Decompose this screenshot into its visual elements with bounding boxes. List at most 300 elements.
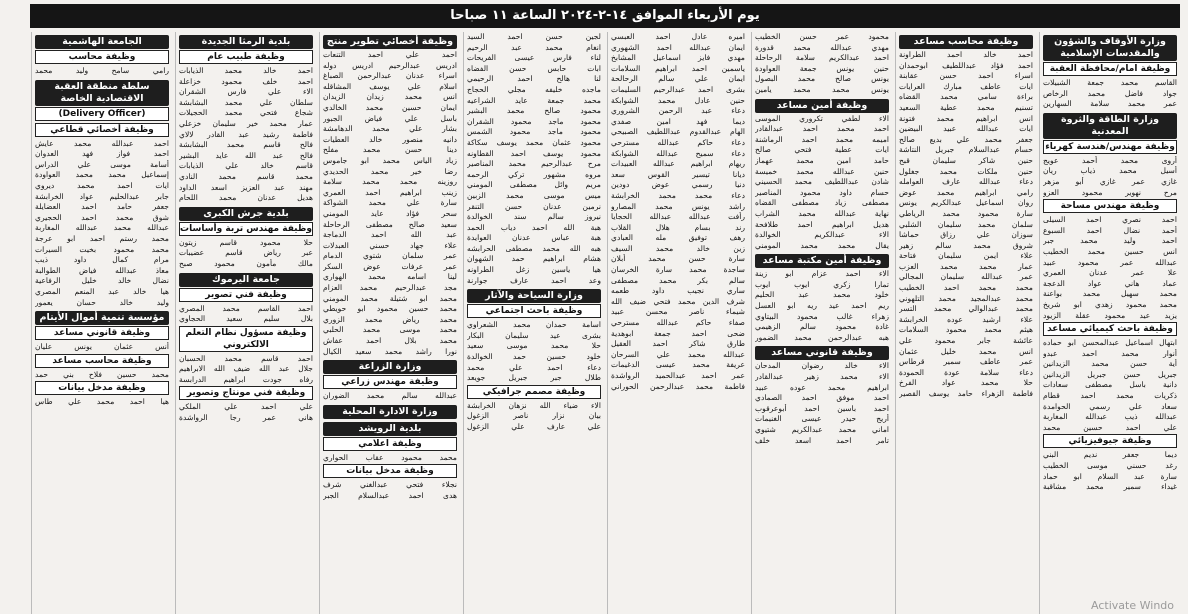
candidate-name: زهراء غالب محمود البيتاوي: [755, 311, 889, 321]
candidate-name: سارة علي محمد الشواكة: [323, 198, 457, 208]
candidate-name: نضال خالد خليل الرفاعية: [35, 276, 169, 286]
candidate-name: شادن عبداللطيف محمد الحسيني: [755, 177, 889, 187]
candidate-name: محمود يوسف احمد القطاونه: [467, 148, 601, 158]
candidate-name: حنين ملكات محمد جغلول: [899, 166, 1033, 176]
section-header: وزارة السياحة والآثار: [467, 289, 601, 303]
candidate-name: انغام محمد عبد الرحيم: [467, 42, 601, 52]
candidate-name: فاطمة الزهراء حامد يوسف القصير: [899, 389, 1033, 398]
candidate-name: رضا خير محمد الحديدي: [323, 166, 457, 176]
candidate-name: عبدالله محمد عبدالله المغاربة: [35, 223, 169, 233]
candidate-name: ايات عبدالله عبيد البيضين: [899, 124, 1033, 134]
candidate-name: ريم احمد عيد ريه ابو العسل: [755, 301, 889, 311]
candidate-name: حلا محمود قاسم زيتون: [179, 237, 313, 247]
candidate-name: يونس صالح محمد البصول: [755, 74, 889, 84]
candidate-name: علي احمد علي الملكي: [179, 402, 313, 412]
candidate-name: حسام داود محمود المناصير: [755, 187, 889, 197]
candidate-name: محمد رستم احمد ابو عرجة: [35, 233, 169, 243]
column-8: [31, 32, 172, 614]
candidate-name: شرف الدين محمد فتحي ضيف الله: [611, 296, 745, 306]
candidate-name: ادريس عبدالرحيم ادريس دوله: [323, 60, 457, 70]
candidate-name: الاء احمد عزام ابو زينة: [755, 269, 889, 279]
candidate-name: مهند عبد العزيز اسعد الداود: [179, 182, 313, 192]
names-list: [755, 114, 889, 252]
candidate-name: الهام عبدالقدوم عبداللطيف الصبيحي: [611, 127, 745, 137]
candidate-name: محمد محمد احمد الخطيب: [899, 283, 1033, 293]
job-title: وظيفة طبيب عام: [179, 50, 313, 64]
candidate-name: ضحى احمد جمعة ابوهدية: [611, 328, 745, 338]
candidate-name: محمود ماجد محمود الشمس: [467, 127, 601, 137]
candidate-name: زياد الياس محمد ابو جاموس: [323, 155, 457, 165]
candidate-name: عمر محمد سلامة السهارين: [1043, 99, 1177, 109]
candidate-name: دعاء سلامة عودة الحمودة: [899, 367, 1033, 377]
section-header: وزارة الادارة المحلية: [323, 405, 457, 419]
candidate-name: دعاء حاكم عبدالله مسترحي: [611, 137, 745, 147]
candidate-name: هديل عدنان محمد اللحام: [179, 193, 313, 203]
candidate-name: عبدالله سالم محمد الضوران: [323, 391, 457, 401]
candidate-name: احمد وليد محمد جبر: [1043, 236, 1177, 246]
candidate-name: ديما جعفر نديم البني: [1043, 450, 1177, 460]
column-3: [751, 32, 892, 614]
job-title: وظيفة أخصائي قطاعي: [35, 123, 169, 137]
candidate-name: جعفر محمد علي بديع صالح: [899, 134, 1033, 144]
candidate-name: ياسمين احمد ابراهيم السلامات: [611, 63, 745, 73]
candidate-name: عبدالله محمد علي السرحان: [611, 349, 745, 359]
candidate-name: محمد بلال احمد عفاش: [323, 336, 457, 346]
candidate-name: مهدي فايز اسماعيل المشابخ: [611, 53, 745, 63]
candidate-name: هبه عبدالرحمن محمد الضمور: [755, 332, 889, 342]
candidate-name: عمار محمد محمد العزب: [899, 261, 1033, 271]
candidate-name: سعيد صالح مصطفى الرحاحلة: [323, 219, 457, 229]
job-title: وظيفة مهندس تربة وأساسات: [180, 223, 312, 234]
job-title: وظيفة مهندس/هندسة كهرباء: [1043, 140, 1177, 154]
candidate-name: غيداء سمير محمد مشاقبة: [1043, 482, 1177, 492]
names-list: [35, 66, 169, 77]
candidate-name: حسام عبدالسلام جبريل النتاشة: [899, 145, 1033, 155]
candidate-name: خلود محمد عبد الحليم: [755, 290, 889, 300]
candidate-name: يزيد عيد محمود عقلة الزيود: [1043, 310, 1177, 320]
candidate-name: رفاه جودت ابراهيم الدرابسة: [179, 374, 313, 384]
candidate-name: طلال جبر جبريل جويعد: [467, 373, 601, 383]
candidate-name: دعاء محمد محمد الخرابشة: [611, 190, 745, 200]
candidate-name: احمد عبدالله محمد عايش: [35, 138, 169, 148]
candidate-name: راشد يونس محمد المصارو: [611, 201, 745, 211]
candidate-name: رهف توفيق مله العبادي: [611, 233, 745, 243]
candidate-name: الاء خالد رضوان المدحان: [755, 361, 889, 371]
candidate-name: القاسم محمد جمعة الشبيلات: [1043, 78, 1177, 87]
candidate-name: عريفة محمد عيسى الدغيمات: [611, 360, 745, 370]
candidate-name: ايمان عبدالله احمد الشهوري: [611, 42, 745, 52]
candidate-name: محمد محمود عقاب الحواري: [323, 452, 457, 462]
candidate-name: مرح عبدالرحيم محمد المناصير: [467, 159, 601, 169]
candidate-name: مصطفى زياد مصطفى القضاه: [755, 198, 889, 208]
candidate-name: عمر احمد عبدالحميد الرواشدة: [611, 371, 745, 380]
job-title: وظيفة مسؤول نظام التعلم الالكتروني: [179, 326, 313, 352]
candidate-name: عبد الله احمد الدماجة: [323, 230, 457, 240]
candidate-name: انس حسين محمد الخطيب: [1043, 246, 1177, 256]
announcement-columns: [30, 32, 1180, 614]
candidate-name: دانيه منصور خالد العطيات: [323, 134, 457, 144]
candidate-name: علاء ايمن سليمان فتاحة: [899, 251, 1033, 261]
candidate-name: زين خالد محمد السيف: [611, 243, 745, 253]
job-title: وظيفة مهندس مساحة: [1043, 199, 1177, 213]
candidate-name: ابات حابس حسن الفضاه: [467, 63, 601, 73]
candidate-name: احمد فواز فهد العدوان: [35, 149, 169, 159]
candidate-name: سحر فؤاد عايد المومني: [323, 208, 457, 218]
section-header: بلدية جرش الكبرى: [179, 207, 313, 221]
candidate-name: احمد علي احمد التنعات: [323, 50, 457, 59]
candidate-name: محمد رياض محمد الزوري: [323, 314, 457, 324]
column-4: [607, 32, 748, 614]
candidate-name: بلال سليم سعيد الحجاوي: [179, 314, 313, 324]
candidate-name: اسراء احمد حسن عقابنة: [899, 71, 1033, 81]
column-6: [319, 32, 460, 614]
section-header: بلدية الرمثا الجديدة: [179, 35, 313, 49]
candidate-name: حلا محمد عواد الفرخ: [899, 378, 1033, 388]
candidate-name: سارة محمود محمد الرياطي: [899, 208, 1033, 218]
candidate-name: شيماء ناصر محسن عبيد: [611, 307, 745, 317]
candidate-name: علاء جهاد حسني العبدلات: [323, 240, 457, 250]
candidate-name: أريج حيدر عيسى الغنيمات: [755, 414, 889, 424]
candidate-name: أسامة موسى علي الدراس: [35, 159, 169, 169]
candidate-name: نجلاء فتحي عبدالغني شرف: [323, 480, 457, 490]
candidate-name: علاء ارشيد عوده الخرابشة: [899, 314, 1033, 324]
section-header: وظيفة قانوني مساعد: [755, 346, 889, 360]
candidate-name: جابر عبدالحليم عواد الخرابشة: [35, 191, 169, 201]
candidate-name: احمد باسين احمد أبوعرقوب: [755, 403, 889, 413]
section-header: جامعة اليرموك: [179, 273, 313, 287]
candidate-name: تامر احمد اسعد خلف: [755, 435, 889, 445]
candidate-name: ماجده خليفه مجلي الحجاج: [467, 84, 601, 94]
job-title: وظيفة قانوني مساعد: [35, 326, 169, 340]
candidate-name: هيا ياسين زغل الطراونه: [467, 265, 601, 275]
candidate-name: مروه مشهور تركي الرحمه: [467, 169, 601, 179]
candidate-name: الاء ضياء الله نزهان الخرابشة: [467, 400, 601, 410]
candidate-name: رأفت عبدالله عبدالله الحجايا: [611, 212, 745, 222]
candidate-name: يقال محمد محمد المومني: [755, 240, 889, 250]
names-list: [1043, 215, 1177, 321]
candidate-name: سارة عبد السلام ابو حماد: [1043, 471, 1177, 481]
names-list: [611, 32, 745, 392]
candidate-name: دعاء عبدالله عارف العوامله: [899, 177, 1033, 187]
candidate-name: عبدالله ذيب عبدالله المغاربة: [1043, 412, 1177, 422]
activation-watermark: Activate Windo: [1091, 599, 1174, 612]
candidate-name: جلال عبد الله ضيف الله الابراهيم: [179, 364, 313, 374]
candidate-name: احمد موفق احمد الصمادي: [755, 393, 889, 403]
candidate-name: احمد خالد احمد الطراونة: [899, 50, 1033, 59]
names-list: [35, 370, 169, 381]
candidate-name: لنا هالح احمد الرحيمي: [467, 74, 601, 84]
candidate-name: فاطمة رشيد عبد القادر لالاي: [179, 129, 313, 139]
job-title: وظيفة مهندس زراعي: [323, 375, 457, 389]
candidate-name: محمود عمر حسن الخطيب: [755, 32, 889, 41]
section-header: مؤسسة تنمية أموال الأيتام: [35, 311, 169, 325]
candidate-name: شوق محمد احمد الحجيري: [35, 212, 169, 222]
candidate-name: مرام كمال داود ذيب: [35, 255, 169, 265]
candidate-name: خلود حسين حمد الخوالدة: [467, 352, 601, 362]
candidate-name: سوزان علي رزاق حماشا: [899, 230, 1033, 240]
candidate-name: دعاء احمد علي محمد: [467, 362, 601, 372]
candidate-name: مرح نهوير محمود العزو: [1043, 187, 1177, 197]
candidate-name: اميره عادل احمد العبسي: [611, 32, 745, 41]
candidate-name: علا عمر عدنان العمري: [1043, 268, 1177, 278]
candidate-name: صفاء حاكم عبدالله مسترحي: [611, 318, 745, 328]
candidate-name: اسلام علي يوسف المشاقله: [323, 81, 457, 91]
candidate-name: اميمه محمد احمد الرماشنة: [755, 134, 889, 144]
candidate-name: وليد خالد حسان يعمور: [35, 297, 169, 307]
candidate-name: رامي سامح وليد محمد: [35, 66, 169, 75]
candidate-name: أحمد نضال احمد السبوع: [1043, 225, 1177, 235]
candidate-name: هاني عمر رجا الرواشدة: [179, 413, 313, 423]
candidate-name: محمود ماجد محمود الشقران: [467, 116, 601, 126]
candidate-name: ايات عاطف مبارك العرايات: [899, 81, 1033, 91]
candidate-name: محمد ابو شتيلة محمد المومني: [323, 293, 457, 303]
candidate-name: ابتهال اسماعيل عبدالمحسن ابو حماده: [1043, 338, 1177, 348]
names-list: [1043, 78, 1177, 110]
names-list: [323, 453, 457, 464]
candidate-name: أية حسن محمد الزيدانين: [1043, 359, 1177, 369]
candidate-name: بشرى احمد عبدالرحيم السليمات: [611, 84, 745, 94]
candidate-name: هيا احمد محمد علي طاس: [35, 397, 169, 407]
section-header: وزارة الطاقة والثروة المعدنية: [1043, 113, 1177, 139]
candidate-name: هديل ابراهيم احمد طلافحة: [755, 219, 889, 229]
candidate-name: ذكريات محمد احمد قطام: [1043, 391, 1177, 401]
candidate-name: روزينه محمد محمد سلامة: [323, 177, 457, 187]
job-title: وظيفة فني تصوير: [179, 288, 313, 302]
candidate-name: الاء علي فارس الشقران: [179, 87, 313, 97]
candidate-name: عماد هاني عواد الدعجة: [1043, 278, 1177, 288]
candidate-name: لناء فارس عيسى الفريحات: [467, 53, 601, 63]
candidate-name: براءة سامي محمد القضاه: [899, 92, 1033, 102]
candidate-name: ريهام ابراهيم عبدالله العبيدات: [611, 159, 745, 169]
candidate-name: سلطان علي محمد البشابشة: [179, 97, 313, 107]
names-list: [1043, 338, 1177, 433]
candidate-name: بشرى عيد سليمان البكار: [467, 330, 601, 340]
job-title: وظيفة امام/محافظة العقبة: [1043, 62, 1177, 76]
candidate-name: الاء محمد زهير عبدالقادر: [755, 372, 889, 382]
candidate-name: حلا محمد موسى سعيد: [467, 341, 601, 351]
candidate-name: محمود صالح محمد البشير: [467, 106, 601, 116]
names-list: [179, 238, 313, 270]
candidate-name: الاء لطفي تكروري الموسى: [755, 113, 889, 123]
names-list: [323, 480, 457, 501]
candidate-name: هبة الله احمد دياب الحمد: [467, 222, 601, 232]
candidate-name: ديما فهد امين صفدي: [611, 116, 745, 126]
candidate-name: ايمان حسين محمد الخالدي: [323, 102, 457, 112]
candidate-name: احمد نصري احمد السيلى: [1043, 215, 1177, 225]
candidate-name: محمد حسين محمود ابو حويطي: [323, 304, 457, 314]
candidate-name: سلمان محمد سليمان الشلبي: [899, 219, 1033, 229]
job-title: وظيفة مدخل بيانات: [323, 464, 457, 478]
candidate-name: انس محمد زيدان الزيدان: [323, 92, 457, 102]
names-list: [467, 401, 601, 433]
candidate-name: أنوار محمد احمد عبدو: [1043, 348, 1177, 358]
job-title: وظيفة باحث كيميائي مساعد: [1043, 322, 1177, 336]
candidate-name: حامد امين محمد عهماز: [755, 155, 889, 165]
candidate-name: اسامة حمدان محمد الشعراوي: [467, 320, 601, 330]
page-title: يوم الأربعاء الموافق ١٤-٢-٢٠٢٤ الساعة ١١ صباحا: [450, 8, 760, 23]
candidate-name: فالح قاسم محمد البشابشة: [179, 140, 313, 150]
names-list: [755, 361, 889, 446]
section-header: وظيفة أمين مكتبة مساعد: [755, 254, 889, 268]
candidate-name: ديانا تيسير القوس سعد: [611, 169, 745, 179]
candidate-name: شروق محمد سالم زهير: [899, 240, 1033, 250]
candidate-name: نرمين عدنان حسن التنقر: [467, 201, 601, 211]
candidate-name: اسراء عدنان عبدالرحمن الصباغ: [323, 71, 457, 81]
candidate-name: حنين عادل محمد الشوابكة: [611, 95, 745, 105]
candidate-name: حنين شاكر سليمان قبح: [899, 155, 1033, 165]
candidate-name: محمد محمود زهدي ابو شريخ: [1043, 299, 1177, 309]
candidate-name: إسماعيل محمد محمد العواودة: [35, 170, 169, 180]
names-list: [179, 402, 313, 423]
section-header: وظيفة محاسب مساعد: [899, 35, 1033, 49]
candidate-name: مريم وائل مصطفى المومني: [467, 180, 601, 190]
candidate-name: عمار محمد خير سليمان خزعلي: [179, 118, 313, 128]
candidate-name: محمد جمعة عايد الشراعيه: [467, 95, 601, 105]
candidate-name: فالح عبد الله عايد البشير: [179, 150, 313, 160]
candidate-name: جبريل حسن جبريل الزيدانين: [1043, 369, 1177, 379]
job-title: وظيفة مصمم جرافيكي: [467, 385, 601, 399]
candidate-name: أسيل محمد ذياب ريان: [1043, 166, 1177, 176]
candidate-name: ايات احمد محمد ديروي: [35, 180, 169, 190]
candidate-name: حنين يونس جمعة العواودة: [755, 63, 889, 73]
candidate-name: رغد حسني موسى الخطيب: [1043, 461, 1177, 471]
candidate-name: عبر رياض قاسم عضيبات: [179, 248, 313, 258]
candidate-name: شجاع فتحي محمد الحجيلات: [179, 108, 313, 118]
names-list: [467, 320, 601, 384]
candidate-name: ابراهيم محمد عوده عبيد: [755, 382, 889, 392]
candidate-name: نهاية عبدالله محمد الشراب: [755, 208, 889, 218]
candidate-name: محمد عبدالمجيد محمد التلهوني: [899, 293, 1033, 303]
names-list: [899, 50, 1033, 400]
section-header: بلدية الرويشد: [323, 422, 457, 436]
candidate-name: سارة حسن محمد أبلان: [611, 254, 745, 264]
candidate-name: الاء عبدالكريم الخوالدة: [755, 230, 889, 240]
names-list: [1043, 156, 1177, 198]
candidate-name: محمد موسى محمد الحلبي: [323, 325, 457, 335]
candidate-name: تسنيم محمد عطية السعيد: [899, 102, 1033, 112]
candidate-name: بيان نزار ناصر الزغول: [467, 411, 601, 421]
candidate-name: روان اسماعيل عبدالكريم يونس: [899, 198, 1033, 208]
candidate-name: هشام ابراهيم حمد الشهوان: [467, 254, 601, 264]
names-list: [179, 354, 313, 386]
section-header: سلطة منطقة العقبة الاقتصادية الخاصة: [35, 80, 169, 106]
job-title: وظيفة مدخل بيانات: [35, 381, 169, 395]
candidate-name: احمد قاسم محمد الحسبان: [179, 353, 313, 363]
candidate-name: لجين حسن احمد السيد: [467, 32, 601, 41]
candidate-name: احمد فؤاد عبداللطيف ابوحمدان: [899, 60, 1033, 70]
section-header: وظيفة أخصائي تطوير منتج: [323, 35, 457, 49]
candidate-name: ايات عطية فتحي صالح: [755, 145, 889, 155]
candidate-name: معاذ عبدالله فياض الطوالبة: [35, 265, 169, 275]
candidate-name: مهدي عبدالله محمد قدورة: [755, 42, 889, 52]
names-list: [323, 50, 457, 357]
section-header: الجامعة الهاشمية: [35, 35, 169, 49]
candidate-name: دانية باسل مصطفى سعادات: [1043, 380, 1177, 390]
candidate-name: محمد سهيل محمد بواعنة: [1043, 289, 1177, 299]
candidate-name: عبدالله عمر محمود عبيد: [1043, 257, 1177, 267]
candidate-name: هبه الله محمد مصطفى الحرابشه: [467, 243, 601, 253]
candidate-name: انس ابراهيم محمد فتونة: [899, 113, 1033, 123]
candidate-name: قاسم خالد علي الذيابات: [179, 161, 313, 171]
names-list: [323, 391, 457, 402]
candidate-name: عمر عبدالله سليمان المجالي: [899, 272, 1033, 282]
candidate-name: فاطمة محمد عبدالرحمن الحوراني: [611, 381, 745, 391]
column-7: [175, 32, 316, 614]
candidate-name: مالك مأمون محمود صبح: [179, 258, 313, 268]
job-title: وظيفة محاسب مساعد: [35, 354, 169, 368]
candidate-name: غادة محمود سالم الزهيمي: [755, 322, 889, 332]
candidate-name: هيا خالد عبد المنعم المصري: [35, 286, 169, 296]
candidate-name: هيثم محمد محمود السلامات: [899, 325, 1033, 335]
candidate-name: ميس موسى محمد الزبين: [467, 190, 601, 200]
candidate-name: سعاد علي رسمي الحوامدة: [1043, 401, 1177, 411]
names-list: [179, 66, 313, 204]
candidate-name: رند بسام هلال القلاب: [611, 222, 745, 232]
candidate-name: احمد محمد احمد عبدالقادر: [755, 124, 889, 134]
names-list: [179, 304, 313, 325]
candidate-name: دينا حسن محمد مفلح: [323, 145, 457, 155]
job-title: وظيفة محاسب: [35, 50, 169, 64]
candidate-name: حنين عبدالله محمد خميسة: [755, 166, 889, 176]
candidate-name: اماني محمد عبدالكريم شتيوي: [755, 425, 889, 434]
candidate-name: محمد حسين فلاح بني حمد: [35, 369, 169, 379]
candidate-name: احمد عبدالكريم سلامة الرحاحلة: [755, 53, 889, 63]
section-header: وظيفة أمين مساعد: [755, 99, 889, 113]
candidate-name: انس محمد خليل عثمان: [899, 346, 1033, 356]
section-header: وزارة الأوقاف والشؤون والمقدسات الإسلامية: [1043, 35, 1177, 61]
names-list: [467, 32, 601, 286]
candidate-name: احمد خالد محمد الذيابات: [179, 66, 313, 75]
candidate-name: أروى محمد أحمد عويج: [1043, 155, 1177, 165]
section-header: وزارة الزراعة: [323, 360, 457, 374]
candidate-name: دنيا رسمي عوض دودين: [611, 180, 745, 190]
names-list: [755, 269, 889, 343]
job-title: وظيفة اعلامي: [323, 437, 457, 451]
job-title: وظيفة باحث اجتماعي: [467, 304, 601, 318]
candidate-name: هبة عباس عدنان العوايدة: [467, 233, 601, 243]
names-list: [35, 397, 169, 408]
candidate-name: تمارا زكري ايوب ايوب: [755, 279, 889, 289]
candidate-name: بشار علي محمد الدهامشة: [323, 124, 457, 134]
candidate-name: لينا اسامه محمد الهواري: [323, 272, 457, 282]
job-title: وظيفة جيوفيزيائي: [1043, 434, 1177, 448]
names-list: [35, 139, 169, 309]
candidate-name: علي احمد حسين محمد: [1043, 422, 1177, 432]
page-title-bar: [30, 4, 1180, 28]
candidate-name: احمد القاسم محمد المصري: [179, 303, 313, 313]
column-5: [463, 32, 604, 614]
candidate-name: عمر عاطف سمير قرطاس: [899, 357, 1033, 367]
candidate-name: علي عارف علي الزغول: [467, 422, 601, 431]
candidate-name: جعفر حامد احمد العضايلة: [35, 202, 169, 212]
names-list: [1043, 450, 1177, 492]
candidate-name: محمود عثمان محمد يوسف سكاكة: [467, 137, 601, 147]
candidate-name: نورا راشد محمد سعيد الكيال: [323, 346, 457, 356]
candidate-name: عمر سلمان شتوي الدمام: [323, 251, 457, 261]
candidate-name: محمد قاسم محمد النادي: [179, 171, 313, 181]
names-list: [35, 342, 169, 353]
names-list: [755, 32, 889, 96]
candidate-name: عائشة جابر محمود علي: [899, 336, 1033, 346]
column-2: [895, 32, 1036, 614]
candidate-name: وعد احمد عارف جوارنة: [467, 275, 601, 285]
column-1: [1039, 32, 1180, 614]
candidate-name: طارق شاكر احمد العقيل: [611, 339, 745, 349]
candidate-name: ايمان علي سالم الرحالحة: [611, 74, 745, 84]
candidate-name: دعاء عبد الرحمن الشروري: [611, 106, 745, 116]
candidate-name: نيروز سالم سند الخوالدة: [467, 212, 601, 222]
candidate-name: مجد عبدالرحيم محمد العزام: [323, 283, 457, 293]
